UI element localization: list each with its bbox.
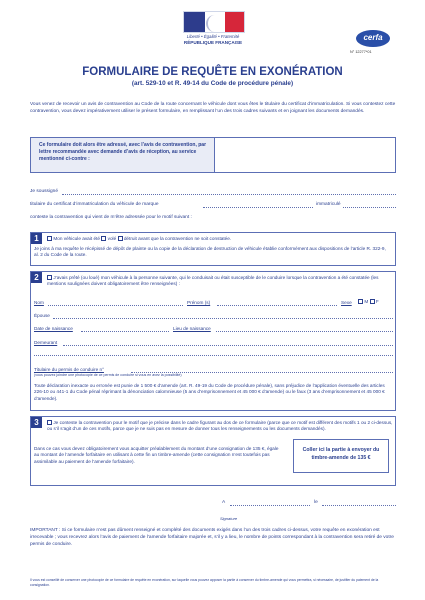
section-1-line1-a: Mon véhicule avait été bbox=[53, 236, 100, 241]
section-1-line2: Je joins à ma requête le récépissé de dépôt de plainte ou la copie de la déclaration de destruction de véhicule établie conformément aux dispositions de l’article R. 322-9, al. 2 du Code de la route. bbox=[34, 246, 386, 258]
signature-date-field[interactable] bbox=[322, 505, 396, 506]
section-1-line1-b: détruit avant que la contravention ne soit constatée. bbox=[123, 236, 232, 241]
signature-label: Signature bbox=[220, 516, 238, 521]
stamp-label: Coller ici la partie à envoyer du timbre-amende de 135 € bbox=[302, 447, 380, 461]
republic-label: RÉPUBLIQUE FRANÇAISE bbox=[183, 40, 243, 45]
epouse-field[interactable] bbox=[53, 318, 393, 319]
date-naissance-field[interactable] bbox=[81, 331, 169, 332]
date-naissance-label: Date de naissance bbox=[34, 326, 73, 331]
checkbox-motif-1[interactable] bbox=[47, 236, 52, 241]
nom-label: Nom bbox=[34, 300, 44, 305]
intro-text: Vous venez de recevoir un avis de contravention au Code de la route concernant le véhicule dont vous êtes le titulaire du certificat d’immatriculation. Si vous contestez cette contravention, vous devez impérativement utiliser le présent formulaire, en remplissant l’un des trois cadres suivants et en joignant les documents demandés. bbox=[30, 102, 396, 114]
checkbox-sexe-f[interactable] bbox=[370, 299, 375, 304]
section-2-number: 2 bbox=[31, 272, 42, 283]
signature-le-label: le bbox=[314, 500, 318, 505]
stamp-area[interactable] bbox=[293, 439, 389, 473]
address-instructions: Ce formulaire doit alors être adressé, avec l’avis de contravention, par lettre recommandée avec demande d’avis de réception, au service mentionné ci-contre : bbox=[31, 138, 215, 172]
demeurant-field-1[interactable] bbox=[63, 345, 393, 346]
warning-text: Toute déclaration inexacte ou erronée est punie de 1 500 € d’amende (art. R. 49-19 du Code de procédure pénale), sans préjudice de l’application éventuelle des articles 226-10 ou 441-1 du Code pénal réprimant la dénonciation calomnieuse (5 ans d’emprisonnement et 45 000 € d’amende) ou le faux (3 ans d’emprisonnement et 45 000 € d’amende). bbox=[34, 383, 385, 401]
form-subtitle: (art. 529-10 et R. 49-14 du Code de procédure pénale) bbox=[131, 80, 294, 87]
je-soussigne-field[interactable] bbox=[62, 194, 396, 195]
cerfa-number: N° 12277*01 bbox=[350, 50, 372, 54]
checkbox-detruit[interactable] bbox=[118, 236, 123, 241]
footnote-text: Il vous est conseillé de conserver une photocopie de ce formulaire de requête en exonération, sur laquelle vous pouvez apposer la partie à conserver du timbre-amende qui vous permettra, si nécessaire, de justifier du paiement de la consignation. bbox=[30, 578, 379, 587]
checkbox-motif-3[interactable] bbox=[47, 420, 52, 425]
form-title: FORMULAIRE DE REQUÊTE EN EXONÉRATION bbox=[82, 66, 343, 78]
signature-place-field[interactable] bbox=[230, 505, 310, 506]
signature-a-label: A bbox=[222, 500, 226, 505]
marianne-flag-icon bbox=[183, 11, 245, 33]
checkbox-motif-2[interactable] bbox=[47, 275, 52, 280]
demeurant-label: Demeurant bbox=[34, 340, 58, 345]
section-1-vole: volé bbox=[107, 236, 117, 241]
lieu-naissance-label: Lieu de naissance bbox=[173, 326, 211, 331]
prenoms-field[interactable] bbox=[217, 305, 337, 306]
motto: Liberté • Égalité • Fraternité bbox=[186, 34, 240, 39]
lieu-naissance-field[interactable] bbox=[216, 331, 393, 332]
prenoms-label: Prénom (s) bbox=[187, 300, 211, 305]
immatriculation-field[interactable] bbox=[343, 207, 396, 208]
address-box bbox=[30, 137, 396, 173]
important-text: IMPORTANT : Si ce formulaire n’est pas dûment renseigné et complété des documents exigés dans l’un des trois cadres ci-dessus, votre requête en exonération est irrecevable ; vous recevrez alors l’avis de paiement de l’amende forfaitaire majorée et, s’il y a lieu, le nombre de points correspondant à la contravention sera retiré de votre permis de conduire. bbox=[30, 528, 394, 547]
section-3-number: 3 bbox=[31, 417, 42, 428]
titulaire-label: titulaire du certificat d’immatriculation du véhicule de marque bbox=[30, 202, 159, 207]
je-soussigne-label: Je soussigné bbox=[30, 189, 58, 194]
section-3-line1: Je conteste la contravention pour le motif que je précise dans le cadre figurant au dos de ce formulaire (parce que ce motif est différent des motifs 1 ou 2 ci-dessus, ou s’il s’agit d’un de ces motifs, parce que je ne suis pas en mesure de donner tous les renseignements ou les documents demandés). bbox=[47, 420, 393, 432]
immatricule-label: immatriculé bbox=[316, 202, 341, 207]
sexe-f-label: F bbox=[375, 299, 379, 304]
permis-note: (vous pouvez joindre une photocopie de ce permis de conduire si vous en avez la possibilité) bbox=[34, 373, 182, 377]
section-3 bbox=[30, 416, 396, 486]
sexe-m-label: M bbox=[364, 299, 369, 304]
conteste-label: conteste la contravention qui vient de m’être adressée pour le motif suivant : bbox=[30, 215, 192, 220]
cerfa-logo: cerfa bbox=[356, 30, 390, 47]
checkbox-sexe-m[interactable] bbox=[358, 299, 363, 304]
section-1 bbox=[30, 232, 396, 266]
consignation-text: Dans ce cas vous devez obligatoirement vous acquitter préalablement du montant d’une consignation de 135 €, égale au montant de l’amende forfaitaire en utilisant à cette fin un timbre-amende (cette consignation n’est toutefois pas assimilable au paiement de l’amende forfaitaire). bbox=[34, 446, 279, 464]
section-2 bbox=[30, 271, 396, 411]
nom-field[interactable] bbox=[48, 305, 183, 306]
marque-field[interactable] bbox=[203, 207, 313, 208]
demeurant-field-2[interactable] bbox=[34, 355, 393, 356]
epouse-label: Épouse bbox=[34, 313, 50, 318]
sexe-label: Sexe bbox=[341, 300, 352, 305]
section-2-line1: J’avais prêté (ou loué) mon véhicule à la personne suivante, qui le conduisait ou était susceptible de le conduire lorsque la contravention a été constatée (les mentions soulignées doivent obligatoirement être renseignées) : bbox=[47, 275, 379, 287]
service-address-field[interactable] bbox=[216, 138, 395, 172]
checkbox-vole[interactable] bbox=[101, 236, 106, 241]
section-1-number: 1 bbox=[31, 233, 42, 244]
permis-label: Titulaire du permis de conduire n° bbox=[34, 367, 104, 372]
